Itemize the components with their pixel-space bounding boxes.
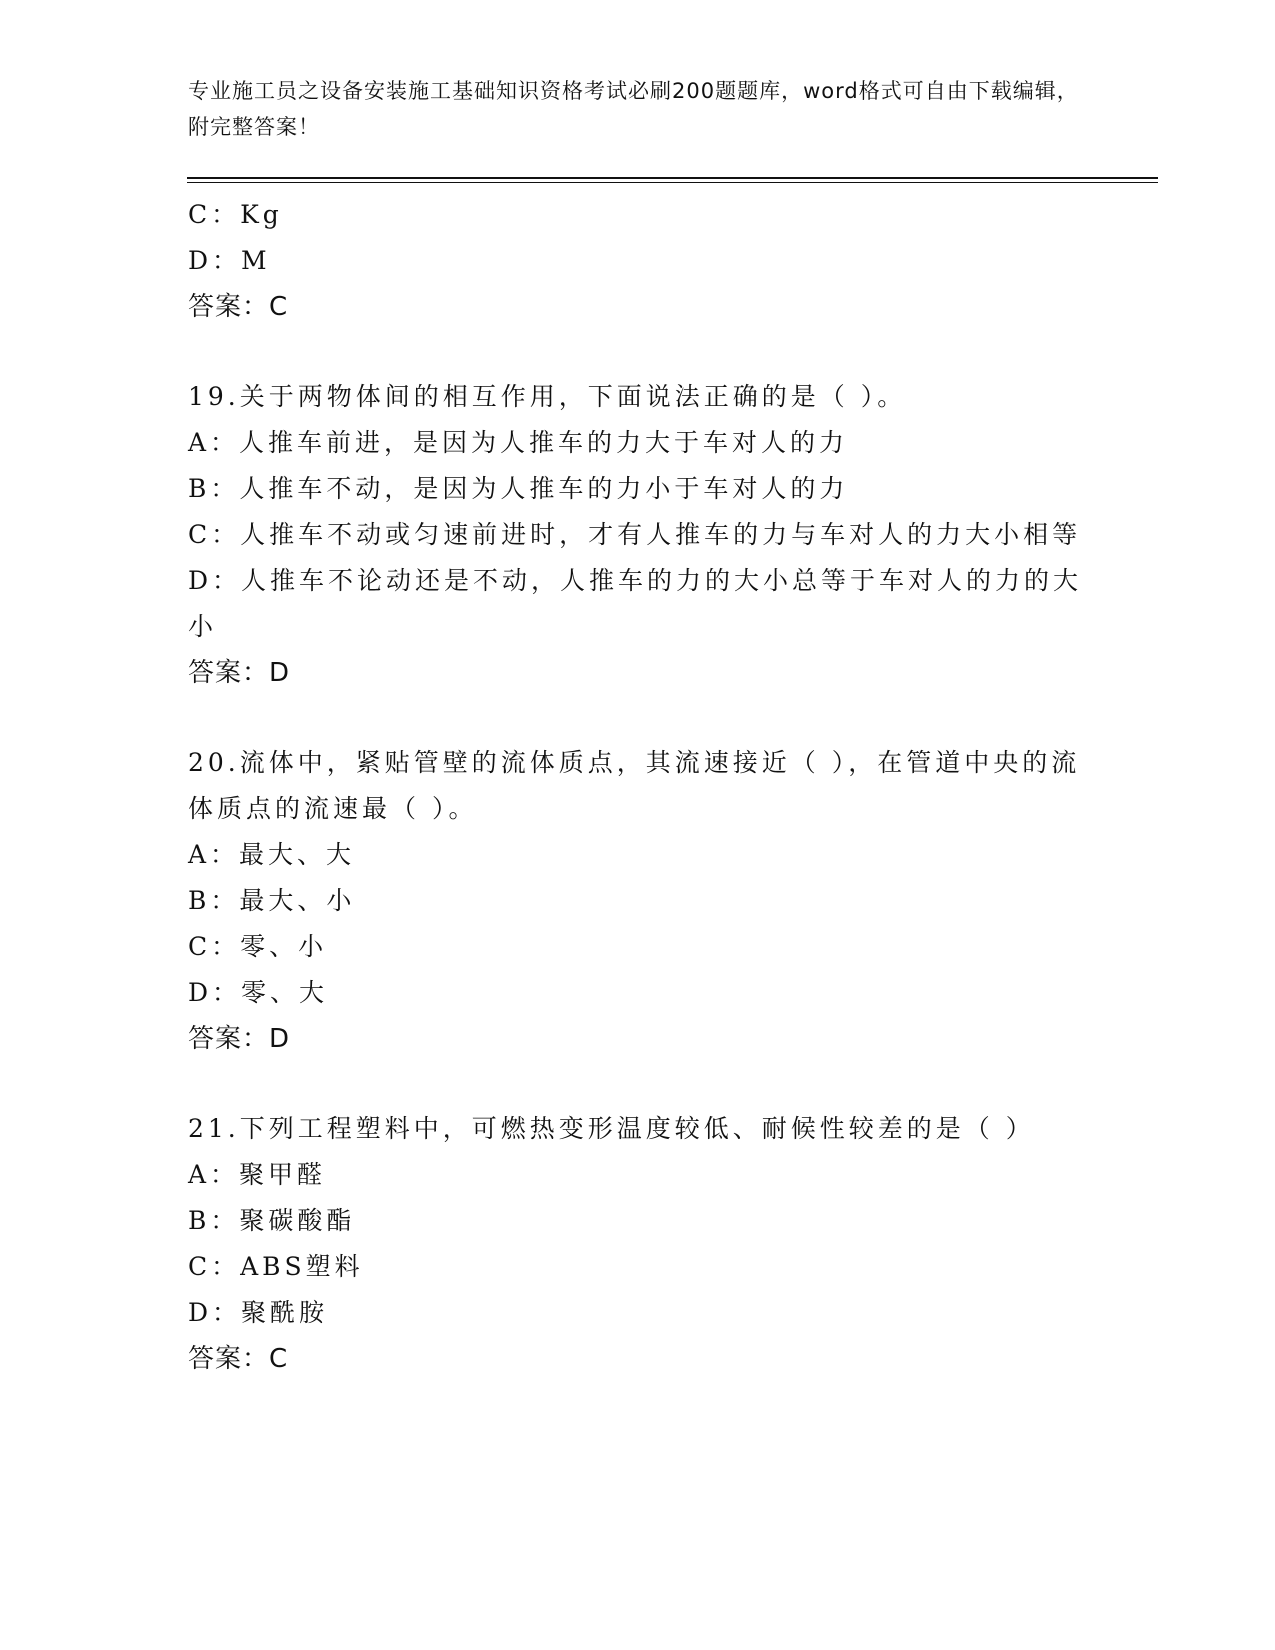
question-block-20	[188, 740, 1088, 1062]
answer-line: 答案：C	[188, 1344, 289, 1374]
question-block-21	[188, 1106, 1088, 1382]
spacer	[188, 330, 1088, 374]
question-block-18	[188, 192, 1088, 330]
page-header: 专业施工员之设备安装施工基础知识资格考试必刷200题题库，word格式可自由下载编辑，附完整答案！	[188, 79, 1079, 139]
question-list	[188, 192, 1088, 1382]
option-c: C：ABS塑料	[188, 1252, 364, 1281]
option-c: C：Kg	[188, 200, 283, 229]
question-text: 20.流体中，紧贴管壁的流体质点，其流速接近（ ），在管道中央的流体质点的流速最（ ）。	[188, 748, 1081, 823]
option-c: C：人推车不动或匀速前进时，才有人推车的力与车对人的力大小相等	[188, 520, 1082, 549]
spacer	[188, 696, 1088, 740]
spacer	[188, 1062, 1088, 1106]
option-a: A：最大、大	[188, 840, 356, 869]
option-d: D：M	[188, 246, 271, 275]
header-divider-thin	[187, 182, 1158, 183]
option-a: A：人推车前进，是因为人推车的力大于车对人的力	[188, 428, 849, 457]
option-b: B：人推车不动，是因为人推车的力小于车对人的力	[188, 474, 849, 503]
option-a: A：聚甲醛	[188, 1160, 327, 1189]
option-d: D：零、大	[188, 978, 329, 1007]
option-d: D：人推车不论动还是不动，人推车的力的大小总等于车对人的力的大小	[188, 566, 1083, 641]
option-b: B：最大、小	[188, 886, 356, 915]
answer-line: 答案：D	[188, 658, 291, 688]
question-block-19	[188, 374, 1088, 696]
option-b: B：聚碳酸酯	[188, 1206, 356, 1235]
question-text: 21.下列工程塑料中，可燃热变形温度较低、耐候性较差的是（ ）	[188, 1114, 1035, 1143]
answer-line: 答案：C	[188, 292, 289, 322]
header-divider-thick	[187, 177, 1158, 179]
answer-line: 答案：D	[188, 1024, 291, 1054]
option-c: C：零、小	[188, 932, 328, 961]
question-text: 19.关于两物体间的相互作用，下面说法正确的是（ ）。	[188, 382, 907, 411]
option-d: D：聚酰胺	[188, 1298, 329, 1327]
